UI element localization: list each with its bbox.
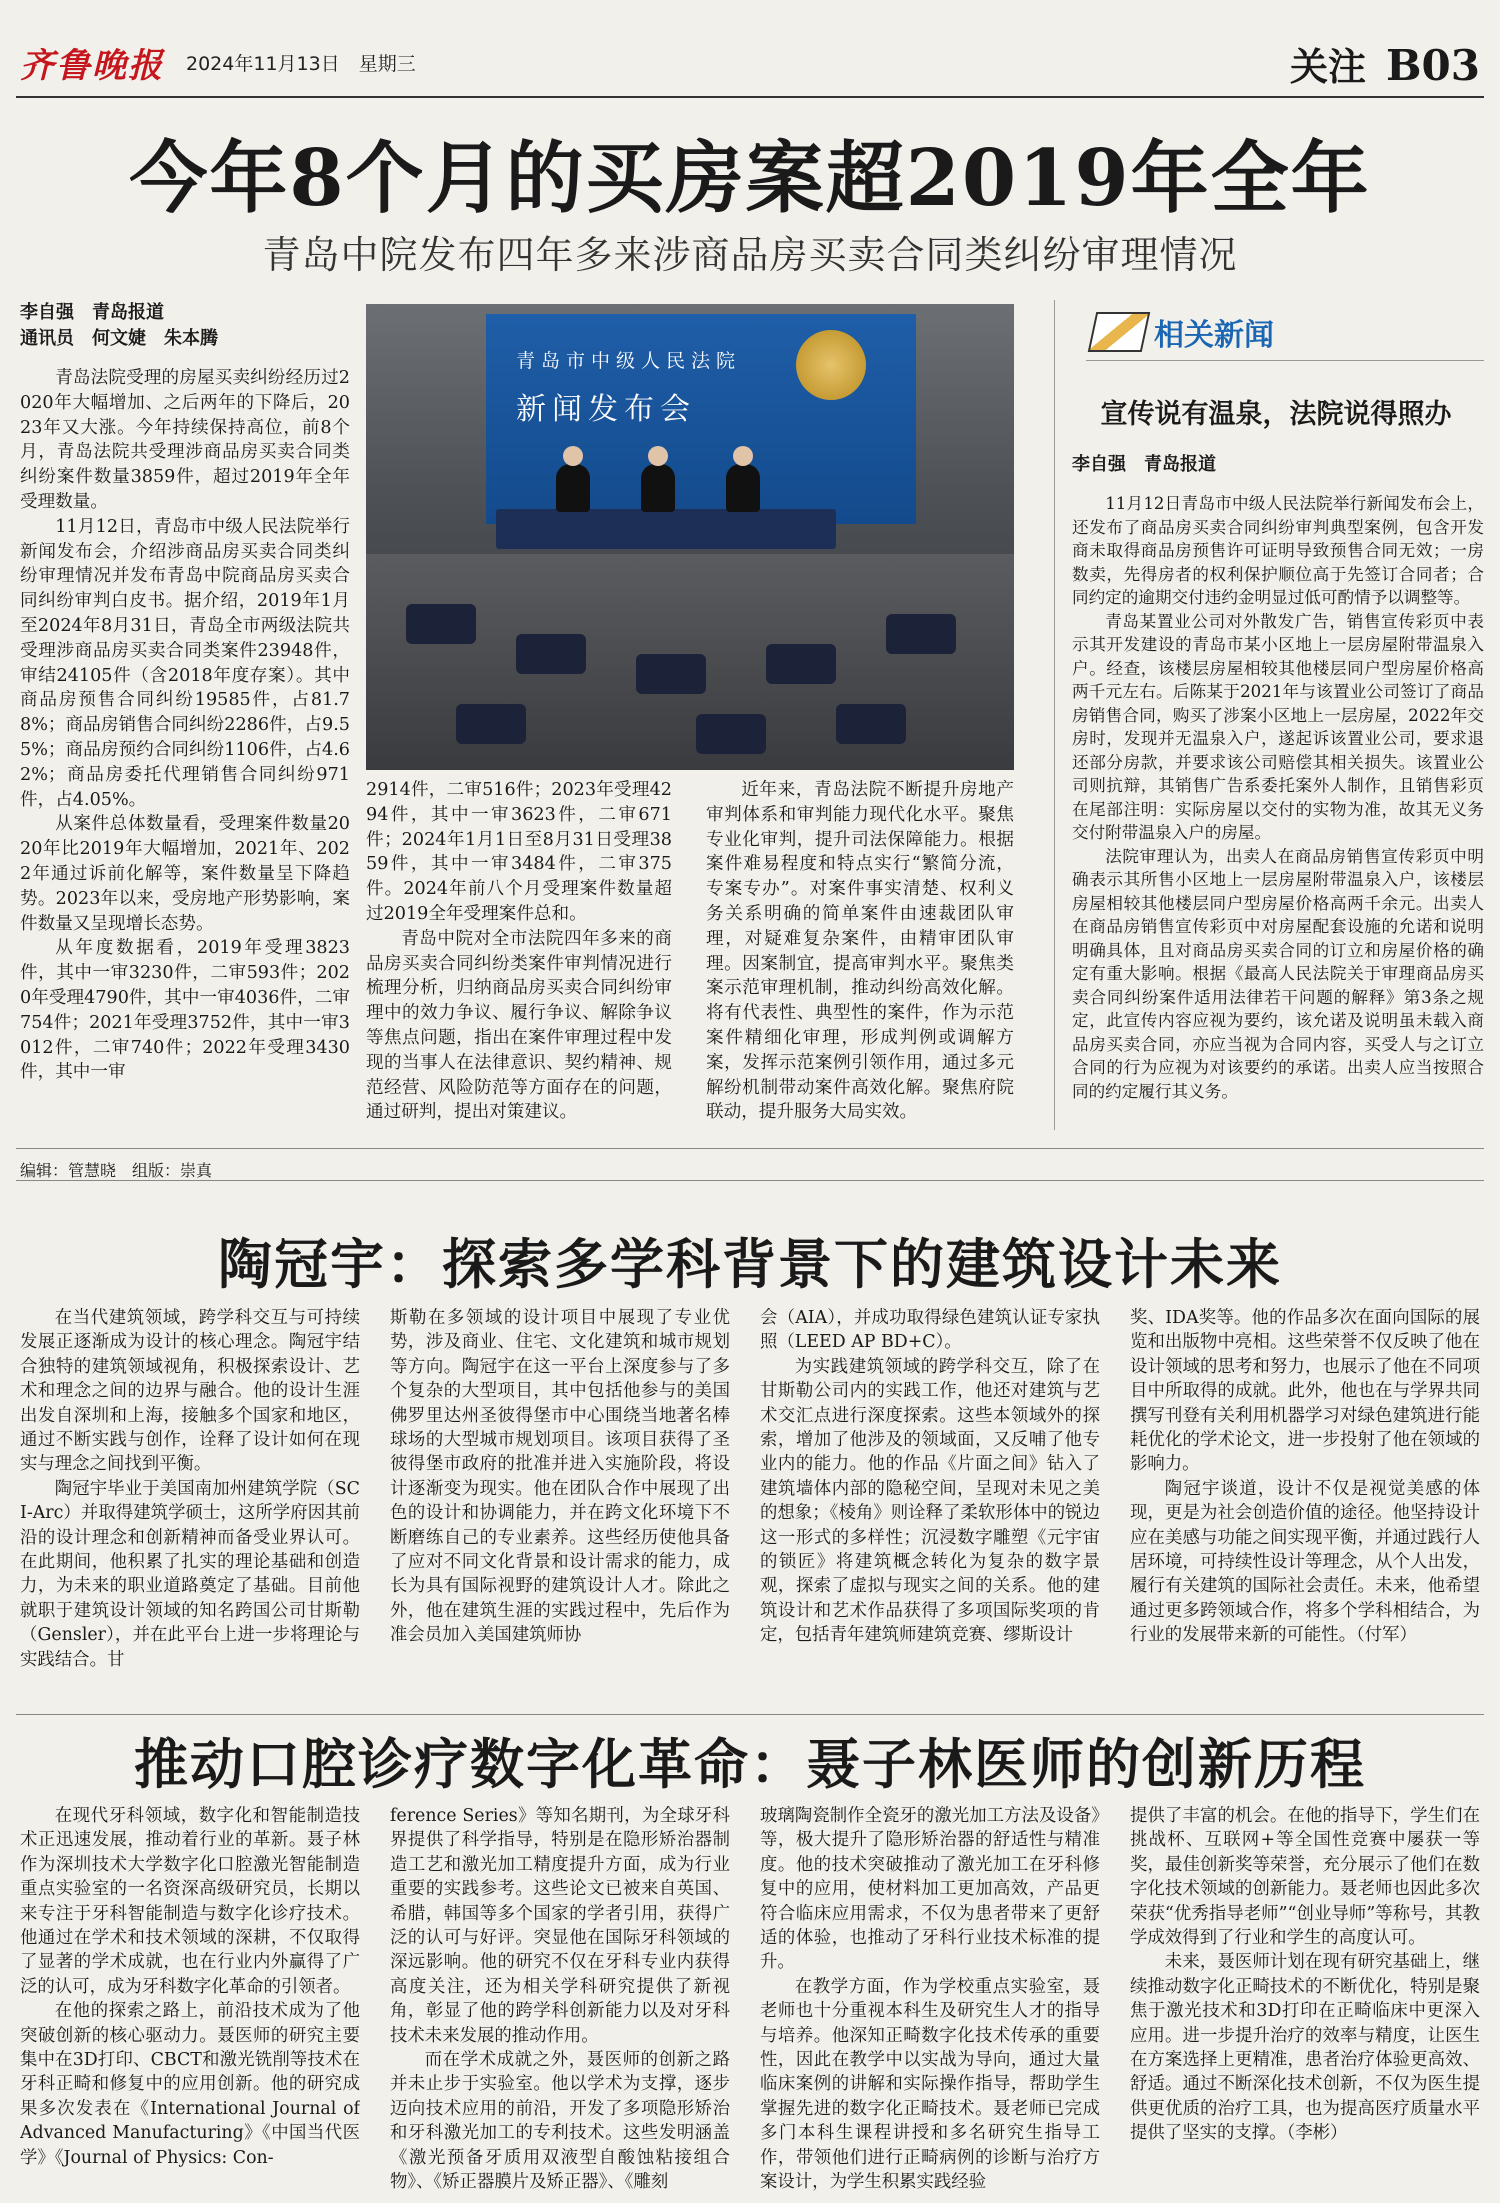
- court-emblem-icon: [796, 330, 866, 400]
- paragraph: 提供了丰富的机会。在他的指导下，学生们在挑战杯、互联网+等全国性竞赛中屡获一等奖，最佳创新奖等荣誉，充分展示了他们在数字化技术领域的创新能力。聂老师也因此多次荣获“优秀指导老师”“创业导师”等称号，其教学成效得到了行业和学生的高度认可。: [1130, 1806, 1480, 1949]
- paragraph: ference Series》等知名期刊，为全球牙科界提供了科学指导，特别是在隐形矫治器制造工艺和激光加工精度提升方面，成为行业重要的实践参考。这些论文已被来自英国、希腊，韩国等多个国家的学者引用，获得广泛的认可与好评。突显他在国际牙科领域的深远影响。他的研究不仅在牙科专业内获得高度关注，还为相关学科研究提供了新视角，彰显了他的跨学科创新能力以及对牙科技术未来发展的推动作用。: [390, 1806, 730, 2046]
- related-news-headline: 宣传说有温泉，法院说得照办: [1100, 399, 1452, 430]
- paragraph: 法院审理认为，出卖人在商品房销售宣传彩页中明确表示其所售小区地上一层房屋附带温泉入户，该楼层房屋相较其他楼层同户型房屋价格高两千余元。出卖人在商品房销售宣传彩页中对房屋配套设施的允诺和说明明确具体，且对商品房买卖合同的订立和房屋价格的确定有重大影响。根据《最高人民法院关于审理商品房买卖合同纠纷案件适用法律若干问题的解释》第3条之规定，此宣传内容应视为要约，该允诺及说明虽未载入商品房买卖合同，亦应当视为合同内容，买受人与之订立合同的行为应视为对该要约的承诺。出卖人应当按照合同的约定履行其义务。: [1072, 846, 1484, 1101]
- paragraph: 为实践建筑领域的跨学科交互，除了在甘斯勒公司内的实践工作，他还对建筑与艺术交汇点进行深度探索。这些本领域外的探索，增加了他涉及的领域面，又反哺了他专业内的能力。他的作品《片面之间》钻入了建筑墙体内部的隐秘空间，呈现对未见之美的想象；《棱角》则诠释了柔软形体中的锐边这一形式的多样性；沉浸数字雕塑《元宇宙的锁匠》将建筑概念转化为复杂的数字景观，探索了虚拟与现实之间的关系。他的建筑设计和艺术作品获得了多项国际奖项的肯定，包括青年建筑师建筑竞赛、缪斯设计: [760, 1356, 1100, 1646]
- article2-column-2: [390, 1306, 730, 1706]
- photo-speaker: [641, 464, 675, 512]
- article3-headline: 推动口腔诊疗数字化革命：聂子林医师的创新历程: [134, 1732, 1366, 1796]
- paragraph: 陶冠宇谈道，设计不仅是视觉美感的体现，更是为社会创造价值的途径。他坚持设计应在美感与功能之间实现平衡，并通过践行人居环境，可持续性设计等理念，从个人出发，履行有关建筑的国际社会责任。未来，他希望通过更多跨领域合作，将多个学科相结合，为行业的发展带来新的可能性。（付军）: [1130, 1478, 1480, 1646]
- photo-backdrop-line1: 青岛市中级人民法院: [516, 350, 742, 372]
- issue-date: 2024年11月13日 星期三: [186, 52, 416, 75]
- newspaper-logo: 齐鲁晚报: [20, 45, 164, 86]
- paragraph: 在教学方面，作为学校重点实验室，聂老师也十分重视本科生及研究生人才的指导与培养。他深知正畸数字化技术传承的重要性，因此在教学中以实战为导向，通过大量临床案例的讲解和实际操作指导，帮助学生掌握先进的数字化正畸技术。聂老师已完成多门本科生课程讲授和多名研究生指导工作，带领他们进行正畸病例的诊断与治疗方案设计，为学生积累实践经验: [760, 1976, 1100, 2193]
- paragraph: 11月12日，青岛市中级人民法院举行新闻发布会，介绍涉商品房买卖合同类纠纷审理情况并发布青岛中院商品房买卖合同纠纷审判白皮书。据介绍，2019年1月至2024年8月31日，青岛全市两级法院共受理涉商品房买卖合同类案件23948件，审结24105件（含2018年度存案）。其中商品房预售合同纠纷19585件，占81.78%；商品房销售合同纠纷2286件，占9.55%；商品房预约合同纠纷1106件，占4.62%；商品房委托代理销售合同纠纷971件，占4.05%。: [20, 516, 350, 810]
- photo-chair: [636, 654, 706, 694]
- paragraph: 在他的探索之路上，前沿技术成为了他突破创新的核心驱动力。聂医师的研究主要集中在3D打印、CBCT和激光铣削等技术在牙科正畸和修复中的应用创新。他的研究成果多次发表在《International Journal of Advanced Manufacturing》《中国当代医学》《Journal of Physics: Con-: [20, 2001, 360, 2168]
- article3-column-3: [760, 1804, 1100, 2194]
- article1-byline: [20, 300, 350, 352]
- masthead: [20, 40, 416, 84]
- article3-column-2: [390, 1804, 730, 2194]
- paragraph: 青岛法院受理的房屋买卖纠纷经历过2020年大幅增加、之后两年的下降后，2023年又大涨。今年持续保持高位，前8个月，青岛法院共受理涉商品房买卖合同类纠纷案件数量3859件，超过2019年全年受理数量。: [20, 368, 350, 512]
- photo-chair: [406, 604, 476, 644]
- photo-speaker-head: [733, 446, 753, 466]
- paragraph: 从案件总体数量看，受理案件数量2020年比2019年大幅增加，2021年、2022年通过诉前化解等，案件数量呈下降趋势。2023年以来，受房地产形势影响，案件数量又呈现增长态势。: [20, 814, 350, 934]
- article2-column-4: [1130, 1306, 1480, 1706]
- article2-column-3: [760, 1306, 1100, 1706]
- section-rule: [16, 1180, 1484, 1181]
- photo-chair: [766, 644, 836, 684]
- section-label: [1290, 36, 1480, 91]
- article1-subheadline: 青岛中院发布四年多来涉商品房买卖合同类纠纷审理情况: [262, 233, 1238, 277]
- paragraph: 斯勒在多领域的设计项目中展现了专业优势，涉及商业、住宅、文化建筑和城市规划等方向。陶冠宇在这一平台上深度参与了多个复杂的大型项目，其中包括他参与的美国佛罗里达州圣彼得堡市中心围绕当地著名棒球场的大型城市规划项目。该项目获得了圣彼得堡市政府的批准并进入实施阶段，将设计逐渐变为现实。他在团队合作中展现了出色的设计和协调能力，并在跨文化环境下不断磨练自己的专业素养。这些经历使他具备了应对不同文化背景和设计需求的能力，成长为具有国际视野的建筑设计人才。除此之外，他在建筑生涯的实践过程中，先后作为准会员加入美国建筑师协: [390, 1308, 730, 1646]
- paragraph: 陶冠宇毕业于美国南加州建筑学院（SCI-Arc）并取得建筑学硕士，这所学府因其前沿的设计理念和创新精神而备受业界认可。在此期间，他积累了扎实的理论基础和创造力，为未来的职业道路奠定了基础。目前他就职于建筑设计领域的知名跨国公司甘斯勒（Gensler），并在此平台上进一步将理论与实践结合。甘: [20, 1478, 360, 1670]
- notepad-pencil-icon: [1088, 312, 1151, 352]
- photo-speaker: [556, 464, 590, 512]
- paragraph: 会（AIA），并成功取得绿色建筑认证专家执照（LEED AP BD+C）。: [760, 1308, 1100, 1353]
- photo-speaker-head: [648, 446, 668, 466]
- paragraph: 青岛中院对全市法院四年多来的商品房买卖合同纠纷类案件审判情况进行梳理分析，归纳商品房买卖合同纠纷审理中的效力争议、履行争议、解除争议等焦点问题，指出在案件审理过程中发现的当事人在法律意识、契约精神、规范经营、风险防范等方面存在的问题，通过研判，提出对策建议。: [366, 928, 672, 1123]
- related-news-rule: [1086, 360, 1484, 361]
- editor-credit: 编辑：管慧晓 组版：崇真: [20, 1161, 213, 1180]
- paragraph: 11月12日青岛市中级人民法院举行新闻发布会上，还发布了商品房买卖合同纠纷审判典型案例，包含开发商未取得商品房预售许可证明导致预售合同无效；一房数卖，先得房者的权利保护顺位高于先签订合同者；合同约定的逾期交付违约金明显过低可酌情予以调整等。: [1072, 494, 1484, 607]
- section-name: 关注: [1290, 44, 1367, 89]
- article1-headline: 今年8个月的买房案超2019年全年: [129, 133, 1371, 224]
- article1-column-2: [366, 778, 672, 1130]
- photo-chair: [516, 634, 586, 674]
- related-news-body: [1072, 492, 1484, 1132]
- paragraph: 在现代牙科领域，数字化和智能制造技术正迅速发展，推动着行业的革新。聂子林作为深圳技术大学数字化口腔激光智能制造重点实验室的一名资深高级研究员，长期以来专注于牙科智能制造与数字化诊疗技术。他通过在学术和技术领域的深耕，不仅取得了显著的学术成就，也在行业内外赢得了广泛的认可，成为牙科数字化革命的引领者。: [20, 1806, 360, 1997]
- article2-headline: 陶冠宇：探索多学科背景下的建筑设计未来: [218, 1232, 1282, 1296]
- article3-column-4: [1130, 1804, 1480, 2194]
- paragraph: 在当代建筑领域，跨学科交互与可持续发展正逐渐成为设计的核心理念。陶冠宇结合独特的建筑领域视角，积极探索设计、艺术和理念之间的边界与融合。他的设计生涯出发自深圳和上海，接触多个国家和地区，通过不断实践与创作，诠释了设计如何在现实与理念之间找到平衡。: [20, 1308, 360, 1475]
- section-rule: [16, 1714, 1484, 1715]
- photo-speaker: [726, 464, 760, 512]
- paragraph: 而在学术成就之外，聂医师的创新之路并未止步于实验室。他以学术为支撑，逐步迈向技术应用的前沿，开发了多项隐形矫治和牙科激光加工的专利技术。这些发明涵盖《激光预备牙质用双液型自酸蚀粘接组合物》、《矫正器膜片及矫正器》、《雕刻: [390, 2050, 730, 2193]
- paragraph: 奖、IDA奖等。他的作品多次在面向国际的展览和出版物中亮相。这些荣誉不仅反映了他在设计领域的思考和努力，也展示了他在不同项目中所取得的成就。此外，他也在与学界共同撰写刊登有关利用机器学习对绿色建筑进行能耗优化的学术论文，进一步投射了他在领域的影响力。: [1130, 1308, 1480, 1475]
- article1-column-1: [20, 366, 350, 1126]
- press-conference-photo: [366, 304, 1014, 770]
- photo-chair: [456, 704, 526, 744]
- paragraph: 青岛某置业公司对外散发广告，销售宣传彩页中表示其开发建设的青岛市某小区地上一层房屋附带温泉入户。经查，该楼层房屋相较其他楼层同户型房屋价格高两千元左右。后陈某于2021年与该置业公司签订了商品房销售合同，购买了涉案小区地上一层房屋，2022年交房时，发现并无温泉入户，遂起诉该置业公司，要求退还部分房款，并要求该公司赔偿其相关损失。该置业公司则抗辩，其销售广告系委托案外人制作，且销售彩页在尾部注明：实际房屋以交付的实物为准，故其无义务交付附带温泉入户的房屋。: [1072, 611, 1484, 842]
- byline-correspondent: 通讯员 何文婕 朱本腾: [20, 328, 218, 349]
- related-news-tag: [1092, 310, 1274, 354]
- photo-backdrop-line2: 新闻发布会: [516, 392, 696, 427]
- photo-speaker-head: [563, 446, 583, 466]
- paragraph: 未来，聂医师计划在现有研究基础上，继续推动数字化正畸技术的不断优化，特别是聚焦于激光技术和3D打印在正畸临床中更深入应用。进一步提升治疗的效率与精度，让医生在方案选择上更精准，患者治疗体验更高效、舒适。通过不断深化技术创新，不仅为医生提供更优质的治疗工具，也为提高医疗质量水平提供了坚实的支撑。（李彬）: [1130, 1952, 1480, 2144]
- paragraph: 玻璃陶瓷制作全瓷牙的激光加工方法及设备》等，极大提升了隐形矫治器的舒适性与精准度。他的技术突破推动了激光加工在牙科修复中的应用，使材料加工更加高效，产品更符合临床应用需求，不仅为患者带来了更舒适的体验，也推动了牙科行业技术标准的提升。: [760, 1806, 1100, 1973]
- byline-reporter: 李自强 青岛报道: [20, 302, 164, 323]
- column-divider: [1054, 300, 1055, 1130]
- related-news-byline: 李自强 青岛报道: [1072, 454, 1216, 475]
- photo-podium-table: [496, 509, 836, 549]
- paragraph: 2914件，二审516件；2023年受理4294件，其中一审3623件，二审671件；2024年1月1日至8月31日受理3859件，其中一审3484件，二审375件。2024年前八个月受理案件数量超过2019全年受理案件总和。: [366, 780, 672, 924]
- section-rule: [16, 1148, 1484, 1149]
- photo-chair: [696, 714, 766, 754]
- paragraph: 从年度数据看，2019年受理3823件，其中一审3230件，二审593件；2020年受理4790件，其中一审4036件，二审754件；2021年受理3752件，其中一审3012件，二审740件；2022年受理3430件，其中一审: [20, 938, 350, 1083]
- related-news-label: 相关新闻: [1154, 318, 1274, 353]
- photo-chair: [886, 614, 956, 654]
- photo-chair: [836, 704, 906, 744]
- article3-column-1: [20, 1804, 360, 2194]
- page-code: B03: [1386, 41, 1480, 90]
- header-rule: [16, 96, 1484, 98]
- article1-column-3: [706, 778, 1014, 1130]
- paragraph: 近年来，青岛法院不断提升房地产审判体系和审判能力现代化水平。聚焦专业化审判，提升司法保障能力。根据案件难易程度和特点实行“繁简分流，专案专办”。对案件事实清楚、权利义务关系明确的简单案件由速裁团队审理，对疑难复杂案件，由精审团队审理。因案制宜，提高审判水平。聚焦类案示范审理机制，推动纠纷高效化解。将有代表性、典型性的案件，作为示范案件精细化审理，形成判例或调解方案，发挥示范案例引领作用，通过多元解纷机制带动案件高效化解。聚焦府院联动，提升服务大局实效。: [706, 780, 1014, 1123]
- article2-column-1: [20, 1306, 360, 1706]
